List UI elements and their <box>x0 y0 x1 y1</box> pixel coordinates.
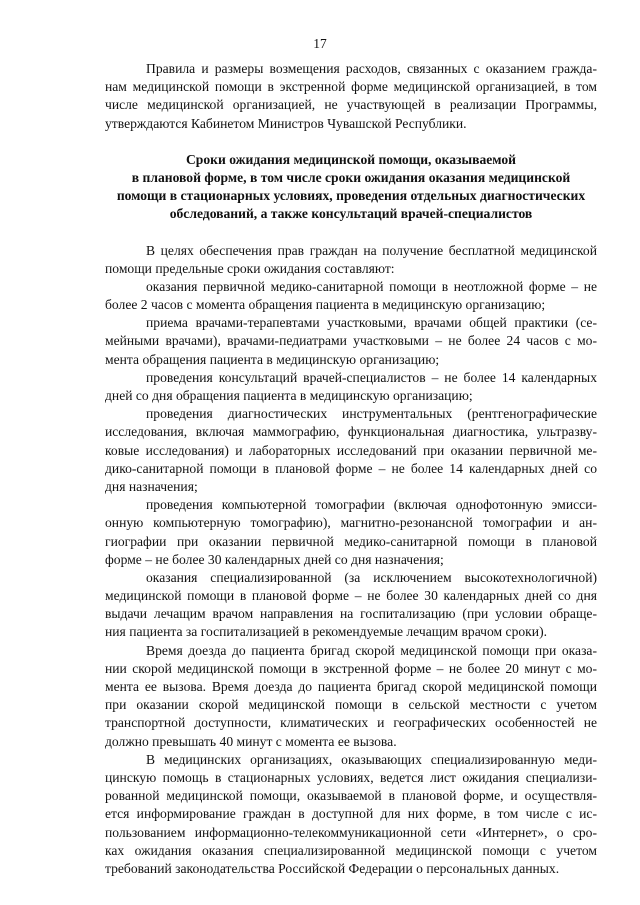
text-line: рованной медицинской помощи, оказываемой в плановой форме, и осуществля- <box>105 788 597 804</box>
text-line: гиографии при оказании первичной медико-санитарной помощи в плановой <box>105 533 597 549</box>
paragraph <box>105 496 597 569</box>
text-line: мента обращения пациента в медицинскую организацию; <box>105 351 440 367</box>
text-line: ния пациента за госпитализацией в рекомендуемые лечащим врачом сроки). <box>105 624 547 640</box>
paragraph <box>105 642 597 751</box>
text-line: помощи предельные сроки ожидания составляют: <box>105 260 395 276</box>
text-line: проведения диагностических инструментальных (рентгенографические <box>146 406 597 422</box>
text-line: ках ожидания оказания специализированной медицинской помощи с учетом <box>105 842 597 858</box>
paragraph <box>105 242 597 278</box>
text-line: медицинской помощи в плановой форме – не более 30 календарных дней со дня <box>105 588 597 604</box>
text-line: транспортной доступности, климатических и географических особенностей не <box>105 715 597 731</box>
heading-line: обследований, а также консультаций врачей-специалистов <box>169 206 533 222</box>
text-line: онную компьютерную томографию), магнитно-резонансной томографии и ан- <box>105 515 597 531</box>
text-line: требований законодательства Российской Федерации о персональных данных. <box>105 860 560 876</box>
text-line: нам медицинской помощи в экстренной форме медицинской организацией, в том <box>105 79 597 95</box>
text-line: мейными врачами), врачами-педиатрами участковыми – не более 24 часов с мо- <box>105 333 597 349</box>
text-line: более 2 часов с момента обращения пациента в медицинскую организацию; <box>105 297 546 313</box>
intro-paragraph <box>105 60 597 133</box>
text-line: дней со дня обращения пациента в медицинскую организацию; <box>105 388 473 403</box>
text-line: должно превышать 40 минут с момента ее вызова. <box>105 733 397 749</box>
paragraph <box>105 405 597 496</box>
heading-line: помощи в стационарных условиях, проведения отдельных диагностических <box>116 188 586 204</box>
text-line: цинскую помощь в стационарных условиях, ведется лист ожидания специализи- <box>105 769 597 785</box>
text-line: форме – не более 30 календарных дней со дня назначения; <box>105 551 444 567</box>
text-line: Правила и размеры возмещения расходов, связанных с оказанием гражда- <box>146 61 597 76</box>
heading-line: Сроки ожидания медицинской помощи, оказываемой <box>185 151 517 167</box>
heading-line: в плановой форме, в том числе сроки ожидания оказания медицинской <box>131 169 571 185</box>
text-line: В медицинских организациях, оказывающих специализированную меди- <box>146 751 597 767</box>
text-line: пользованием информационно-телекоммуникационной сети «Интернет», о сро- <box>105 824 597 840</box>
text-line: дня назначения; <box>105 478 198 494</box>
text-line: оказания первичной медико-санитарной помощи в неотложной форме – не <box>146 278 597 294</box>
text-line: проведения консультаций врачей-специалистов – не более 14 календарных <box>146 369 597 385</box>
text-line: выдачи лечащим врачом направления на госпитализацию (при условии обраще- <box>105 606 597 622</box>
text-line: дико-санитарной помощи в плановой форме – не более 14 календарных дней со <box>105 460 597 476</box>
page-number: 17 <box>313 36 327 51</box>
section-heading <box>105 151 597 224</box>
text-line: приема врачами-терапевтами участковыми, врачами общей практики (се- <box>146 315 597 331</box>
paragraph <box>105 369 597 405</box>
text-line: Время доезда до пациента бригад скорой медицинской помощи при оказа- <box>146 642 597 658</box>
paragraph <box>105 751 597 878</box>
text-line: утверждаются Кабинетом Министров Чувашской Республики. <box>105 115 467 131</box>
paragraph <box>105 569 597 642</box>
paragraph <box>105 314 597 369</box>
text-line: В целях обеспечения прав граждан на получение бесплатной медицинской <box>146 242 597 258</box>
text-line: ковые исследования) и лабораторных исследований при оказании первичной ме- <box>105 442 597 458</box>
text-line: ется информирование граждан в доступной для них форме, в том числе с ис- <box>105 806 597 822</box>
text-line: мента ее вызова. Время доезда до пациента бригад скорой медицинской помощи <box>105 679 597 694</box>
text-line: нии скорой медицинской помощи в экстренной форме – не более 20 минут с мо- <box>105 660 597 676</box>
text-line: оказания специализированной (за исключением высокотехнологичной) <box>146 569 597 585</box>
text-line: исследования, включая маммографию, функциональная диагностика, ультразву- <box>105 424 597 440</box>
paragraph-list <box>105 242 597 879</box>
paragraph <box>105 278 597 314</box>
text-line: числе медицинской организацией, не участвующей в реализации Программы, <box>105 97 597 113</box>
document-body <box>105 60 597 878</box>
text-line: проведения компьютерной томографии (включая однофотонную эмисси- <box>146 497 597 513</box>
text-line: при оказании скорой медицинской помощи в сельской местности с учетом <box>105 697 597 713</box>
